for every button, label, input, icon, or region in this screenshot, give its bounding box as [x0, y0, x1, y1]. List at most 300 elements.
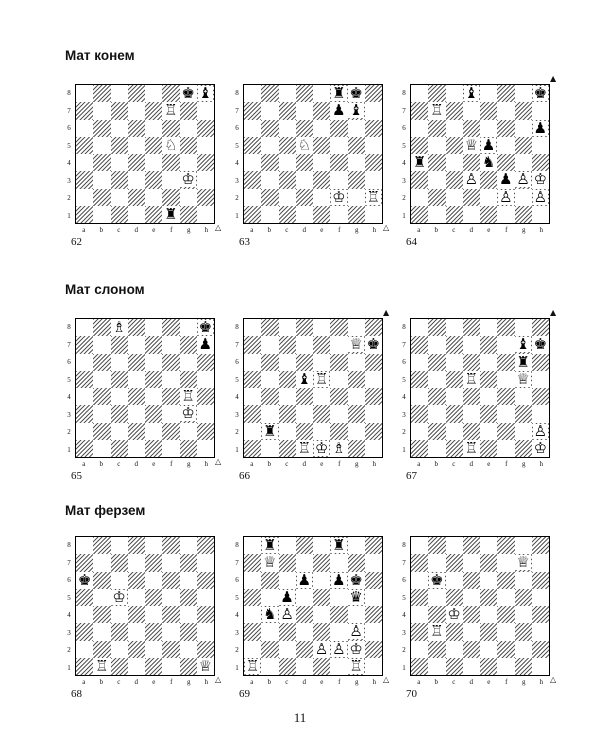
board-square [111, 623, 128, 640]
board-square [180, 354, 197, 371]
board-square [411, 405, 428, 422]
board-square [76, 623, 93, 640]
board-square [197, 154, 214, 171]
board-square [532, 189, 549, 206]
board-square [296, 189, 313, 206]
rank-label: 4 [402, 611, 406, 619]
board-square [162, 641, 179, 658]
board-square [111, 641, 128, 658]
board-square [497, 554, 514, 571]
board-square [411, 85, 428, 102]
file-label: g [187, 226, 191, 234]
board-square [128, 440, 145, 457]
chess-piece: ♝ [198, 84, 213, 103]
board-square [446, 623, 463, 640]
board-frame [63, 310, 223, 480]
file-label: h [539, 226, 543, 234]
rank-label: 1 [67, 445, 71, 454]
board-square [180, 572, 197, 589]
board-square [76, 405, 93, 422]
rank-label: 5 [67, 593, 71, 602]
board-square [497, 137, 514, 154]
diagram-number: 65 [71, 470, 82, 482]
rank-label: 7 [67, 558, 71, 567]
file-label: d [134, 678, 138, 686]
board-square [428, 572, 445, 589]
board-square [128, 606, 145, 623]
chess-piece: ♖ [349, 656, 363, 675]
board-square [365, 641, 382, 658]
chess-piece: ♙ [349, 622, 363, 641]
board-square [330, 206, 347, 223]
board-square [128, 354, 145, 371]
black-to-move-marker: ▲ [383, 308, 390, 317]
board-square [76, 354, 93, 371]
chess-piece: ♖ [181, 387, 195, 406]
board-square [93, 189, 110, 206]
board-square [296, 388, 313, 405]
file-label: d [469, 678, 473, 686]
rank-label: 4 [67, 611, 71, 619]
board-square [76, 440, 93, 457]
board-square [532, 440, 549, 457]
board-square [244, 572, 261, 589]
board-square [330, 623, 347, 640]
board-square [365, 606, 382, 623]
board-square [428, 102, 445, 119]
board-square [330, 319, 347, 336]
chess-piece: ♕ [263, 553, 277, 572]
chess-piece: ♝ [516, 335, 530, 354]
board-square [532, 423, 549, 440]
board-square [428, 537, 445, 554]
black-to-move-marker: ▲ [550, 74, 557, 83]
rank-label: 7 [67, 340, 71, 349]
board-square [480, 319, 497, 336]
board-square [428, 589, 445, 606]
board-square [313, 537, 330, 554]
board-square [348, 641, 365, 658]
board-square [480, 554, 497, 571]
board-square [162, 137, 179, 154]
board-square [463, 189, 480, 206]
file-label: f [170, 678, 173, 686]
rank-label: 8 [235, 541, 239, 549]
file-label: c [117, 460, 121, 468]
board-square [261, 120, 278, 137]
board-square [348, 423, 365, 440]
board-square [145, 354, 162, 371]
board-square [296, 658, 313, 675]
board-square [411, 206, 428, 223]
chess-piece: ♙ [464, 170, 479, 189]
board-square [261, 388, 278, 405]
board-square [515, 440, 532, 457]
chess-diagram [398, 76, 558, 266]
board-square [411, 554, 428, 571]
rank-label: 1 [402, 445, 406, 454]
board-square [446, 405, 463, 422]
board-square [330, 388, 347, 405]
board-square [93, 371, 110, 388]
board-square [244, 137, 261, 154]
board-square [313, 589, 330, 606]
file-label: a [250, 678, 254, 686]
rank-label: 2 [402, 428, 406, 436]
board-square [180, 120, 197, 137]
board-square [145, 641, 162, 658]
board-square [128, 154, 145, 171]
board-square [497, 658, 514, 675]
board-square [197, 572, 214, 589]
board-square [428, 120, 445, 137]
board-square [497, 405, 514, 422]
board-square [365, 154, 382, 171]
board-square [463, 102, 480, 119]
board-square [446, 423, 463, 440]
board-square [532, 554, 549, 571]
board-square [532, 641, 549, 658]
file-label: g [522, 226, 526, 234]
board-square [463, 154, 480, 171]
board-square [296, 171, 313, 188]
board-square [244, 423, 261, 440]
board-square [313, 102, 330, 119]
board-square [463, 206, 480, 223]
board-square [261, 658, 278, 675]
rank-label: 2 [235, 194, 239, 202]
chess-piece: ♔ [533, 438, 548, 457]
chess-piece: ♞ [263, 605, 277, 624]
board-square [428, 189, 445, 206]
board-square [261, 572, 278, 589]
board-square [463, 641, 480, 658]
board-square [197, 189, 214, 206]
board-square [76, 641, 93, 658]
file-label: d [302, 226, 306, 234]
chess-piece: ♚ [349, 570, 363, 589]
board-square [244, 102, 261, 119]
board-square [197, 658, 214, 675]
board-square [463, 572, 480, 589]
chess-piece: ♔ [349, 639, 363, 658]
chess-piece: ♖ [314, 369, 329, 388]
board-square [532, 171, 549, 188]
board-square [348, 388, 365, 405]
chess-piece: ♖ [245, 656, 260, 675]
rank-label: 1 [67, 211, 71, 220]
board-square [428, 388, 445, 405]
rank-label: 8 [235, 323, 239, 331]
chess-piece: ♖ [297, 438, 312, 457]
file-label: d [134, 226, 138, 234]
chess-piece: ♖ [430, 101, 444, 120]
board-square [411, 189, 428, 206]
board-square [532, 658, 549, 675]
board-frame [398, 76, 558, 246]
board-square [480, 137, 497, 154]
board-square [348, 606, 365, 623]
board-square [532, 120, 549, 137]
chess-piece: ♟ [280, 587, 294, 606]
board-square [296, 354, 313, 371]
board-square [463, 319, 480, 336]
board-square [261, 641, 278, 658]
board-square [411, 388, 428, 405]
board-square [515, 171, 532, 188]
board-square [145, 388, 162, 405]
board-square [532, 319, 549, 336]
file-label: f [505, 678, 508, 686]
board-frame [231, 76, 391, 246]
board-square [76, 137, 93, 154]
board-square [162, 85, 179, 102]
board-square [515, 319, 532, 336]
board-square [313, 319, 330, 336]
board-square [93, 423, 110, 440]
chess-piece: ♟ [533, 118, 548, 137]
board-square [515, 572, 532, 589]
file-label: d [302, 460, 306, 468]
chess-piece: ♚ [533, 335, 548, 354]
board-square [162, 658, 179, 675]
file-label: b [434, 678, 438, 686]
board-square [348, 371, 365, 388]
board-square [480, 120, 497, 137]
board-square [313, 154, 330, 171]
board-square [480, 405, 497, 422]
board-square [145, 120, 162, 137]
board-square [497, 102, 514, 119]
board-square [145, 405, 162, 422]
board-square [93, 171, 110, 188]
board-square [463, 405, 480, 422]
board-square [76, 154, 93, 171]
board-square [180, 336, 197, 353]
board-square [279, 606, 296, 623]
board-square [76, 189, 93, 206]
board-square [76, 206, 93, 223]
board-square [515, 658, 532, 675]
board-square [145, 154, 162, 171]
file-label: g [355, 678, 359, 686]
board-square [428, 658, 445, 675]
file-label: g [522, 678, 526, 686]
board-square [279, 336, 296, 353]
board-square [497, 189, 514, 206]
board-square [348, 336, 365, 353]
board-square [446, 554, 463, 571]
board-square [313, 440, 330, 457]
board-square [428, 206, 445, 223]
chess-piece: ♟ [499, 170, 513, 189]
board-square [145, 189, 162, 206]
file-label: h [204, 460, 208, 468]
board-square [446, 120, 463, 137]
board-square [348, 537, 365, 554]
board-square [128, 85, 145, 102]
board-square [197, 641, 214, 658]
board-square [244, 189, 261, 206]
chess-piece: ♝ [349, 101, 363, 120]
board-square [532, 537, 549, 554]
board-square [296, 440, 313, 457]
board-square [515, 354, 532, 371]
board-frame [231, 528, 391, 698]
board-square [180, 658, 197, 675]
board-square [515, 554, 532, 571]
board-square [145, 102, 162, 119]
board-square [111, 206, 128, 223]
board-square [411, 658, 428, 675]
board-square [93, 537, 110, 554]
chess-piece: ♚ [198, 318, 213, 337]
board-square [162, 589, 179, 606]
board-square [411, 641, 428, 658]
board-square [532, 623, 549, 640]
board-square [261, 85, 278, 102]
board-square [446, 589, 463, 606]
file-label: b [99, 678, 103, 686]
diagram-number: 68 [71, 688, 82, 700]
board-square [411, 319, 428, 336]
board-square [411, 154, 428, 171]
board-square [497, 206, 514, 223]
board-square [480, 623, 497, 640]
chess-piece: ♟ [198, 335, 213, 354]
board-square [111, 554, 128, 571]
rank-label: 4 [235, 159, 239, 167]
file-label: c [452, 678, 456, 686]
board-square [348, 154, 365, 171]
board-square [180, 623, 197, 640]
board-square [261, 102, 278, 119]
board-square [162, 189, 179, 206]
board-square [330, 658, 347, 675]
board-square [180, 171, 197, 188]
board-square [330, 554, 347, 571]
board-square [411, 440, 428, 457]
board-square [93, 85, 110, 102]
board-square [497, 154, 514, 171]
file-label: e [152, 226, 156, 234]
board-square [463, 120, 480, 137]
chess-piece: ♚ [366, 335, 381, 354]
board-square [480, 606, 497, 623]
white-to-move-marker: △ [550, 675, 557, 684]
board-square [313, 120, 330, 137]
file-label: e [152, 678, 156, 686]
file-label: b [267, 678, 271, 686]
board-square [296, 336, 313, 353]
board-square [279, 658, 296, 675]
board-square [463, 423, 480, 440]
board-square [128, 371, 145, 388]
file-label: f [505, 460, 508, 468]
board-square [365, 354, 382, 371]
board-square [93, 623, 110, 640]
rank-label: 7 [235, 340, 239, 349]
chess-diagram [63, 76, 223, 266]
board-square [162, 623, 179, 640]
rank-label: 6 [402, 576, 406, 584]
board-square [279, 206, 296, 223]
board-square [313, 423, 330, 440]
file-label: g [355, 226, 359, 234]
board-square [162, 354, 179, 371]
board-square [411, 102, 428, 119]
board-square [76, 171, 93, 188]
board-square [197, 102, 214, 119]
board-square [330, 537, 347, 554]
chess-piece: ♙ [533, 421, 548, 440]
diagram-number: 69 [239, 688, 250, 700]
board-square [515, 537, 532, 554]
board-square [244, 85, 261, 102]
board-square [411, 423, 428, 440]
board-square [128, 423, 145, 440]
board-square [463, 537, 480, 554]
chess-piece: ♚ [430, 570, 444, 589]
rank-label: 5 [235, 375, 239, 384]
board-square [446, 354, 463, 371]
chess-piece: ♛ [349, 587, 363, 606]
file-label: c [452, 226, 456, 234]
file-label: f [170, 226, 173, 234]
board-square [411, 171, 428, 188]
file-label: d [469, 226, 473, 234]
board-square [111, 537, 128, 554]
board-square [180, 371, 197, 388]
diagram-number: 67 [406, 470, 417, 482]
board-square [446, 206, 463, 223]
board-square [515, 154, 532, 171]
board-square [480, 189, 497, 206]
board-square [128, 206, 145, 223]
board-square [162, 336, 179, 353]
rank-label: 7 [402, 558, 406, 567]
board-square [348, 171, 365, 188]
rank-label: 5 [402, 375, 406, 384]
board-square [313, 137, 330, 154]
rank-label: 3 [67, 628, 71, 637]
board-square [180, 641, 197, 658]
board-square [480, 354, 497, 371]
board-square [111, 85, 128, 102]
board-square [296, 623, 313, 640]
chess-board [243, 84, 383, 224]
board-square [197, 319, 214, 336]
board-square [162, 120, 179, 137]
board-square [93, 354, 110, 371]
board-square [348, 589, 365, 606]
board-square [111, 405, 128, 422]
file-label: h [372, 678, 376, 686]
rank-label: 1 [235, 663, 239, 672]
board-square [480, 171, 497, 188]
chess-piece: ♖ [366, 187, 381, 206]
board-square [244, 154, 261, 171]
chess-piece: ♚ [533, 84, 548, 103]
chess-piece: ♜ [516, 352, 530, 371]
board-square [330, 589, 347, 606]
file-label: h [372, 460, 376, 468]
board-square [428, 85, 445, 102]
board-square [480, 206, 497, 223]
board-square [180, 85, 197, 102]
board-square [313, 554, 330, 571]
board-square [296, 589, 313, 606]
